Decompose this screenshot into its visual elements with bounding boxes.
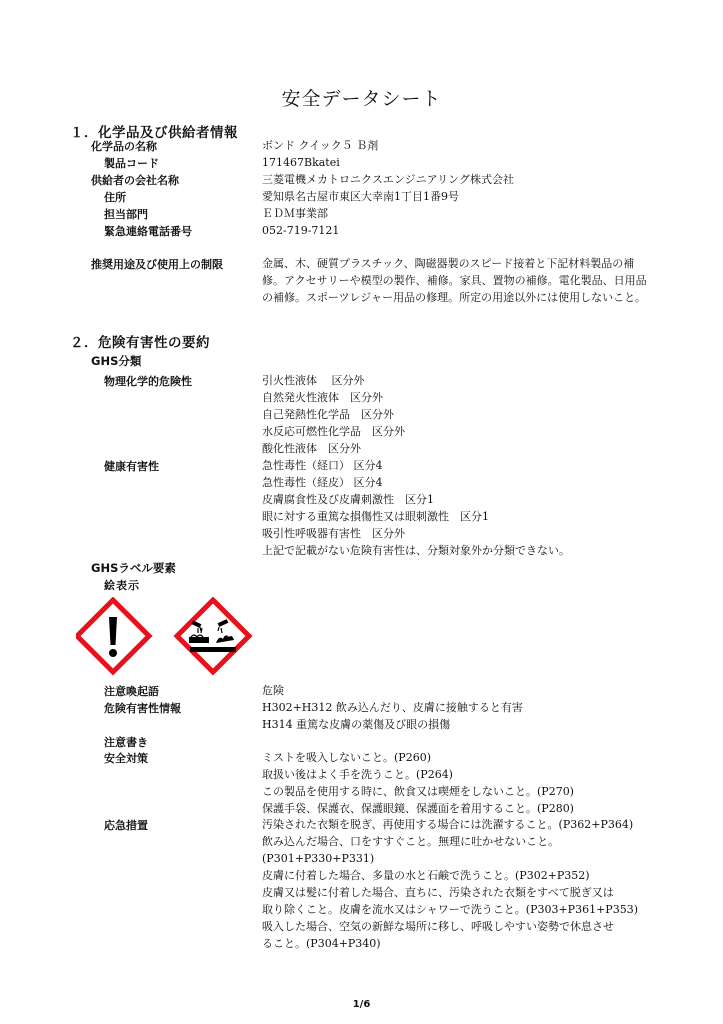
list-item: 酸化性液体 区分外 — [262, 442, 361, 455]
supplier-name-label: 供給者の会社名称 — [91, 174, 179, 187]
list-item: この製品を使用する時に、飲食又は喫煙をしないこと。(P270) — [262, 785, 574, 798]
pictograms-label: 絵表示 — [104, 579, 140, 592]
list-item: 眼に対する重篤な損傷性又は眼刺激性 区分1 — [262, 510, 489, 523]
list-item: (P301+P330+P331) — [262, 852, 375, 865]
list-item: 皮膚又は髪に付着した場合、直ちに、汚染された衣類をすべて脱ぎ又は — [262, 886, 614, 899]
recommended-use-value: 金属、木、硬質プラスチック、陶磁器製のスピード接着と下記材料製品の補修。アクセサリーや模型の製作、補修。家具、置物の補修。電化製品、日用品の補修。スポーツレジャー用品の修理。所定の用途以外には使用しないこと。 — [262, 257, 647, 304]
list-item: 保護手袋、保護衣、保護眼鏡、保護面を着用すること。(P280) — [262, 802, 574, 815]
corrosion-icon — [177, 600, 249, 672]
list-item: 皮膚腐食性及び皮膚刺激性 区分1 — [262, 493, 434, 506]
list-item: 急性毒性（経口） 区分4 — [262, 459, 383, 472]
list-item: 取り除くこと。皮膚を流水又はシャワーで洗うこと。(P303+P361+P353) — [262, 903, 638, 916]
signal-word-label: 注意喚起語 — [104, 685, 159, 698]
department-label: 担当部門 — [104, 208, 148, 221]
list-item: 上記で記載がない危険有害性は、分類対象外か分類できない。 — [262, 544, 570, 557]
list-item: 吸引性呼吸器有害性 区分外 — [262, 527, 405, 540]
health-hazards-label: 健康有害性 — [104, 460, 159, 473]
section-2-heading: ２．危険有害性の要約 — [70, 335, 210, 351]
list-item: 飲み込んだ場合、口をすすぐこと。無理に吐かせないこと。 — [262, 835, 560, 848]
product-name-label: 化学品の名称 — [91, 140, 157, 153]
list-item: 皮膚に付着した場合、多量の水と石鹸で洗うこと。(P302+P352) — [262, 869, 590, 882]
ghs-label-elements-heading: GHSラベル要素 — [91, 561, 176, 575]
page-number: 1/6 — [352, 999, 371, 1010]
ghs-classification-heading: GHS分類 — [91, 354, 142, 368]
list-item: 引火性液体 区分外 — [262, 374, 365, 387]
list-item: ミストを吸入しないこと。(P260) — [262, 751, 431, 764]
list-item: H302+H312 飲み込んだり、皮膚に接触すると有害 — [262, 701, 523, 714]
list-item: 吸入した場合、空気の新鮮な場所に移し、呼吸しやすい姿勢で休息させ — [262, 920, 614, 933]
department-value: ＥＤＭ事業部 — [262, 207, 328, 220]
list-item: 取扱い後はよく手を洗うこと。(P264) — [262, 768, 453, 781]
list-item: H314 重篤な皮膚の薬傷及び眼の損傷 — [262, 718, 451, 731]
product-code-value: 171467Bkatei — [262, 156, 340, 169]
precautionary-statements-label: 注意書き — [104, 736, 148, 749]
address-label: 住所 — [104, 191, 126, 204]
first-aid-label: 応急措置 — [104, 819, 148, 832]
recommended-use-label: 推奨用途及び使用上の制限 — [91, 258, 223, 271]
address-value: 愛知県名古屋市東区大幸南1丁目1番9号 — [262, 190, 459, 203]
emergency-phone-label: 緊急連絡電話番号 — [104, 225, 192, 238]
supplier-name-value: 三菱電機メカトロニクスエンジニアリング株式会社 — [262, 173, 514, 186]
product-code-label: 製品コード — [104, 157, 159, 170]
section-1-heading: １．化学品及び供給者情報 — [70, 125, 238, 141]
list-item: 水反応可燃性化学品 区分外 — [262, 425, 405, 438]
document-title: 安全データシート — [281, 88, 442, 110]
exclamation-mark-icon — [77, 600, 149, 672]
list-item: 自己発熱性化学品 区分外 — [262, 408, 394, 421]
list-item: 自然発火性液体 区分外 — [262, 391, 383, 404]
signal-word-value: 危険 — [262, 684, 284, 697]
prevention-label: 安全対策 — [104, 752, 148, 765]
list-item: ること。(P304+P340) — [262, 937, 381, 950]
list-item: 急性毒性（経皮） 区分4 — [262, 476, 383, 489]
hazard-info-label: 危険有害性情報 — [104, 702, 181, 715]
emergency-phone-value: 052-719-7121 — [262, 224, 340, 237]
physical-hazards-label: 物理化学的危険性 — [104, 375, 192, 388]
ghs-pictograms — [76, 597, 261, 677]
product-name-value: ボンド クイック５ Ｂ剤 — [262, 139, 379, 152]
list-item: 汚染された衣類を脱ぎ、再使用する場合には洗濯すること。(P362+P364) — [262, 818, 634, 831]
